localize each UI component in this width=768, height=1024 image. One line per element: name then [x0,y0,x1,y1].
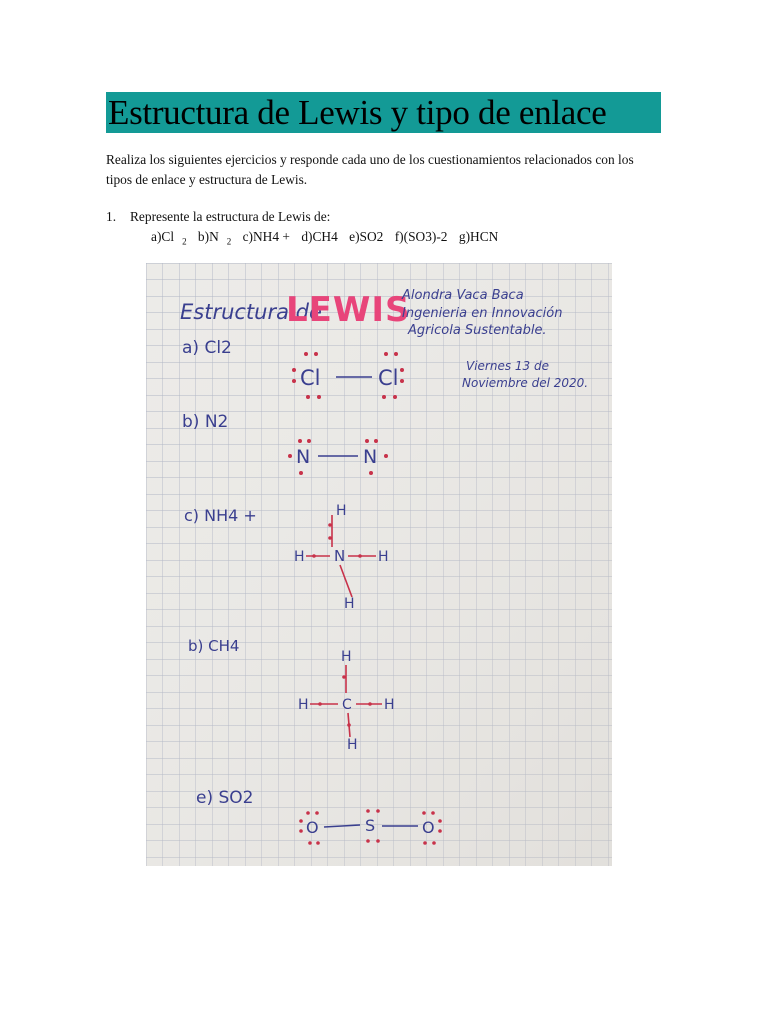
atom-h-left: H [294,549,305,565]
page-title: Estructura de Lewis y tipo de enlace [108,93,607,132]
part-e: e)SO2 [349,229,384,244]
atom-n-center: N [334,547,346,565]
ch4-c-center: C [342,697,352,713]
question-text: Represente la estructura de Lewis de: [130,209,331,224]
question-number: 1. [106,209,117,224]
so2-o-right: O [422,818,435,837]
date-line-1: Viernes 13 de [466,359,549,373]
author-line-1: Alondra Vaca Baca [402,288,524,303]
author-line-3: Agricola Sustentable. [408,323,547,338]
ch4-h-left: H [298,697,309,713]
part-b: b)N $_2$ [197,229,232,247]
title-banner [106,92,661,133]
ch4-h-right: H [384,697,395,713]
atom-h-right: H [378,549,389,565]
label-e: e) SO2 [196,788,254,808]
atom-cl-left: Cl [300,366,321,390]
question-parts [151,227,506,252]
atom-h-top: H [336,503,347,519]
label-b: b) N2 [182,412,229,432]
ch4-h-top: H [341,649,352,665]
notebook-photo [146,263,612,866]
author-line-2: Ingenieria en Innovación [402,306,563,321]
notebook-heading: Estructura de [180,300,322,324]
notebook-heading-lewis: LEWIS [286,290,411,330]
atom-h-bottom: H [344,596,355,612]
atom-cl-right: Cl [378,366,399,390]
label-d: b) CH4 [188,637,240,655]
question-1 [106,207,330,227]
so2-s-center: S [365,816,376,835]
atom-n-right: N [363,446,378,468]
ch4-h-bottom: H [347,737,358,753]
part-f: f)(SO3)-2 [394,229,448,244]
so2-o-left: O [306,818,319,837]
date-line-2: Noviembre del 2020. [462,376,589,390]
intro-paragraph: Realiza los siguientes ejercicios y responde cada uno de los cuestionamientos relacionados con los tipos de enlace y estructura de Lewis. [106,152,634,187]
part-c: c)NH4 + [242,229,290,244]
label-c: c) NH4 + [184,506,257,525]
atom-n-left: N [296,446,311,468]
part-g: g)HCN [458,229,499,244]
part-a: a)Cl $_2$ [151,229,187,247]
label-a: a) Cl2 [182,338,232,358]
part-d: d)CH4 [301,229,338,244]
